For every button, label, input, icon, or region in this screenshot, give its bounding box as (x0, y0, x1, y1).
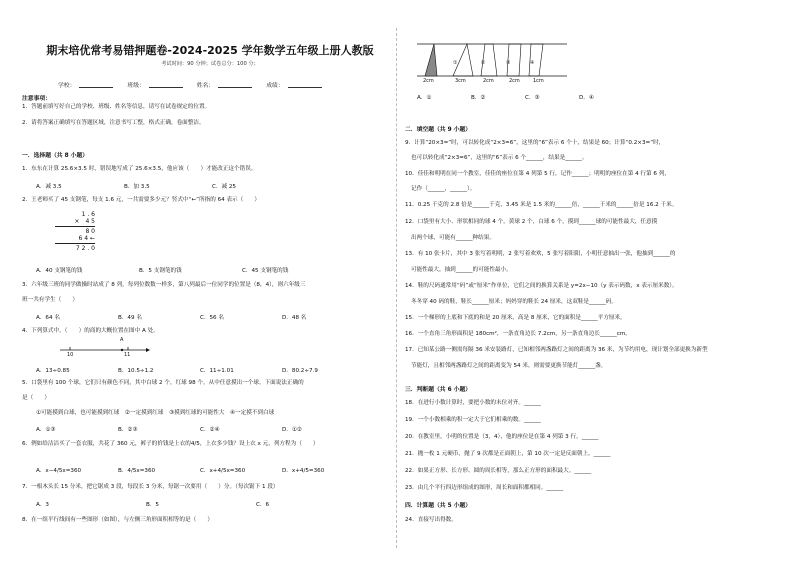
option-a[interactable]: A．①③ (36, 427, 56, 433)
note-line: 1．答题前填写好自己的学校、班级、姓名等信息，请写在试卷规定的位置。 (22, 104, 211, 110)
answer-options (36, 466, 324, 474)
option-d[interactable]: D．x+4/5=360 (282, 468, 325, 474)
name-label: 姓名： (196, 83, 215, 89)
question-text: 3．六年级三班的同学做操时站成了 8 列，每列位数数一样多，第八列最后一位同学的位置是（8，4），则六年级三 (22, 282, 306, 288)
option-a[interactable]: A．40 支钢笔的钱 (36, 268, 83, 274)
point-a-label: A (120, 337, 124, 343)
question-text: 17．已知某公路一侧需每隔 36 米安装路灯，已知相邻两盏路灯之间的距离为 36 米，为节约用电，现计划全部更换为新型 (405, 347, 708, 353)
question-text: 19．一个小数相乘的积一定大于它们相乘的数。______ (405, 417, 541, 423)
question-text: 14．鞋的尺码通常用“码”或“厘米”作单位，它们之间的换算关系是 y=2x−10（y 表示码数，x 表示厘米数）。 (405, 283, 678, 289)
vertical-calculation (55, 211, 95, 252)
question-text: 22．如果正方形、长方形、圆的周长相等，那么正方形的面积最大。______ (405, 468, 592, 474)
answer-options (36, 266, 288, 274)
shape-mark-1: ① (453, 60, 458, 66)
shape-length-label: 2cm (483, 78, 494, 84)
shape-mark-3: ③ (506, 60, 511, 66)
question-text: 可能性最大，抽到______的可能性最小。 (411, 267, 512, 273)
school-label: 学校： (58, 83, 76, 89)
option-d[interactable]: D．80.2÷7.9 (282, 368, 318, 374)
score-blank[interactable] (288, 81, 322, 88)
option-b[interactable]: B．4/5x=360 (118, 468, 156, 474)
statement-list: ①可能摸到白球，也可能摸到红球 ②一定摸到红球 ③摸到红球的可能性大 ④一定摸不到白球 (36, 410, 275, 416)
option-b[interactable]: B．② (471, 95, 486, 101)
reference-triangle (425, 44, 437, 76)
answer-options (36, 366, 318, 374)
option-c[interactable]: C．x+4/5x=360 (200, 468, 246, 474)
section-heading: 四．计算题（共 5 小题） (405, 503, 472, 509)
question-text: 2．王老师买了 45 支钢笔，每支 1.6 元，一共需要多少元？竖式中“←”所指的 64 表示（ ） (22, 197, 261, 203)
answer-options (36, 425, 302, 433)
page-subtitle: 考试时间：90 分钟；试卷总分：100 分； (161, 61, 259, 67)
option-a[interactable]: A．64 名 (36, 315, 60, 321)
option-a[interactable]: A．减 3.5 (36, 184, 62, 190)
question-text: 是（ ） (22, 395, 50, 401)
question-text: 11．0.25 千克的 2.8 倍是______千克，3.45 米是 1.5 米的______倍，______千米的______倍是 16.2 千米。 (405, 202, 678, 208)
question-text: 21．抛一枚 1 元硬币，抛了 9 次都是正面朝上，第 10 次一定是反面朝上。______ (405, 451, 611, 457)
shape-mark-4: ④ (530, 60, 535, 66)
question-text: 6．例如给洁洁买了一套衣服，共花了 360 元，裤子的价钱是上衣的4/5，上衣多少钱？设上衣 x 元，列方程为（ ） (22, 441, 319, 447)
shape-length-label: 2cm (423, 78, 434, 84)
option-d[interactable]: D．48 名 (282, 315, 307, 321)
class-label: 班级： (127, 83, 145, 89)
question-text: 1．东东在计算 25.6×3.5 时，错误地写成了 25.6×3.5，他应该（ ）才能改正这个错误。 (22, 166, 257, 172)
option-a[interactable]: A．① (417, 95, 432, 101)
option-c[interactable]: C．减 25 (212, 184, 236, 190)
section-heading: 二．填空题（共 9 小题） (405, 127, 472, 133)
tick-label-11: 11 (124, 352, 131, 358)
question-text: 13．有 10 张卡片，其中 3 张写着明明，2 张写着欢欢，5 张写着阳阳，小明任意抽出一张，他抽到______的 (405, 251, 676, 257)
option-c[interactable]: C．56 名 (200, 315, 224, 321)
score-label: 成绩： (266, 83, 284, 89)
calc-row: × 4 5 (74, 218, 95, 225)
calc-row: 7 2 . 0 (75, 245, 95, 252)
question-text: 18．在进行小数计算时，要把小数的末位对齐。______ (405, 400, 541, 406)
shape-length-label: 2cm (509, 78, 520, 84)
number-line (60, 340, 150, 360)
question-text: 4．下列算式中，（ ）的商的大概位置在图中 A 处。 (22, 328, 159, 334)
question-text: 5．口袋里有 100 个球，它们只有颜色不同，其中白球 2 个，红球 98 个。从中任意摸出一个球。下面说法正确的 (22, 380, 304, 386)
question-text: 也可以转化成“2×3=6”，这里的“6”表示 6 个______，结果是______。 (411, 155, 588, 161)
number-line-arrow (146, 348, 150, 352)
calc-rule (55, 226, 95, 227)
question-text: 7．一根木头长 15 分米，把它锯成 3 段，每段长 3 分米，每锯一次要用（ ）分。（每次锯下 1 段） (22, 484, 279, 490)
shape-length-label: 1cm (533, 78, 544, 84)
point-a (121, 349, 123, 351)
class-blank[interactable] (149, 81, 183, 88)
question-text: 记作（______，______）。 (411, 186, 476, 192)
calc-row: 6 4 ← (78, 235, 95, 242)
question-text: 23．由几个平行四边形组成的图形，周长和面积都相同。______ (405, 485, 564, 491)
option-c[interactable]: C．③ (525, 95, 540, 101)
notes-heading: 注意事项： (22, 96, 51, 102)
question-text: 出两个球，可能有______种结果。 (411, 235, 495, 241)
shape-length-label: 3cm (455, 78, 466, 84)
calc-row: 1 . 6 (81, 211, 95, 218)
question-text: 9．计算“20×3=”时，可以转化成“2×3=6”，这里的“6”表示 6 个十，结果是 60；计算“0.2×3=”时， (405, 140, 665, 146)
calc-rule (55, 243, 95, 244)
shape-mark-2: ② (481, 60, 486, 66)
option-b[interactable]: B．②③ (118, 427, 138, 433)
answer-options (36, 182, 236, 190)
question-text: 24．直接写出得数。 (405, 517, 457, 523)
question-text: 16．一个直角三角形面积是 180cm²，一条直角边长 7.2cm，另一条直角边长______cm。 (405, 331, 631, 337)
section-heading: 一．选择题（共 8 小题） (22, 153, 89, 159)
option-a[interactable]: A．3 (36, 502, 49, 508)
calc-row: 8 0 (85, 228, 95, 235)
name-blank[interactable] (218, 81, 252, 88)
option-b[interactable]: B．加 3.5 (124, 184, 150, 190)
page-title: 期末培优常考易错押题卷-2024-2025 学年数学五年级上册人教版 (46, 44, 374, 57)
tick-label-10: 10 (67, 352, 74, 358)
section-heading: 三．判断题（共 6 小题） (405, 387, 472, 393)
question-text: 12．口袋里有大小、形状相同的球 4 个，黄球 2 个，白球 6 个，摸到______球的可能性最大，任意摸 (405, 219, 658, 225)
option-a[interactable]: A．x−4/5x=360 (36, 468, 82, 474)
answer-options (36, 500, 269, 508)
option-d[interactable]: D．④ (579, 95, 594, 101)
question-text: 20．在教室里，小明的位置是（3，4），他的座位是在第 4 列第 3 行。______ (405, 434, 599, 440)
parallel-shapes-figure (417, 42, 577, 92)
option-c[interactable]: C．6 (256, 502, 270, 508)
answer-options (36, 313, 306, 321)
note-line: 2．请将答案正确填写在答题区域，注意书写工整，格式正确，卷面整洁。 (22, 120, 205, 126)
option-a[interactable]: A．13÷0.85 (36, 368, 70, 374)
school-blank[interactable] (79, 81, 113, 88)
option-d[interactable]: D．①② (282, 427, 302, 433)
question-text: 15．一个梯形的上底和下底的和是 20 厘米，高是 8 厘米，它的面积是______平方厘米。 (405, 315, 626, 321)
question-text: 冬冬穿 40 码的鞋，鞋长______厘米；妈妈穿的鞋长 24 厘米，这双鞋是______码。 (411, 299, 617, 305)
question-text: 节能灯，且相邻两盏路灯之间的距离变为 54 米，则需要更换节能灯______盏。 (411, 363, 607, 369)
option-c[interactable]: C．45 支钢笔的钱 (242, 268, 289, 274)
option-b[interactable]: B．10.5÷1.2 (118, 368, 154, 374)
option-b[interactable]: B．49 名 (118, 315, 142, 321)
option-c[interactable]: C．11÷1.01 (200, 368, 234, 374)
question-text: 10．佳佳和明明在同一个教室，佳佳的座位在第 4 列第 5 行，记作______；明明的座位在第 4 行第 6 列， (405, 171, 670, 177)
option-b[interactable]: B．5 支钢笔的钱 (139, 268, 182, 274)
answer-options (417, 93, 594, 101)
question-text: 8．在一组平行线间有一些图形（如图），与左侧三角形面积相等的是（ ） (22, 517, 213, 523)
option-c[interactable]: C．②④ (200, 427, 220, 433)
question-text: 班一共有学生（ ） (22, 297, 78, 303)
option-b[interactable]: B．5 (146, 502, 159, 508)
student-info-row (58, 80, 332, 89)
right-column (397, 0, 794, 562)
